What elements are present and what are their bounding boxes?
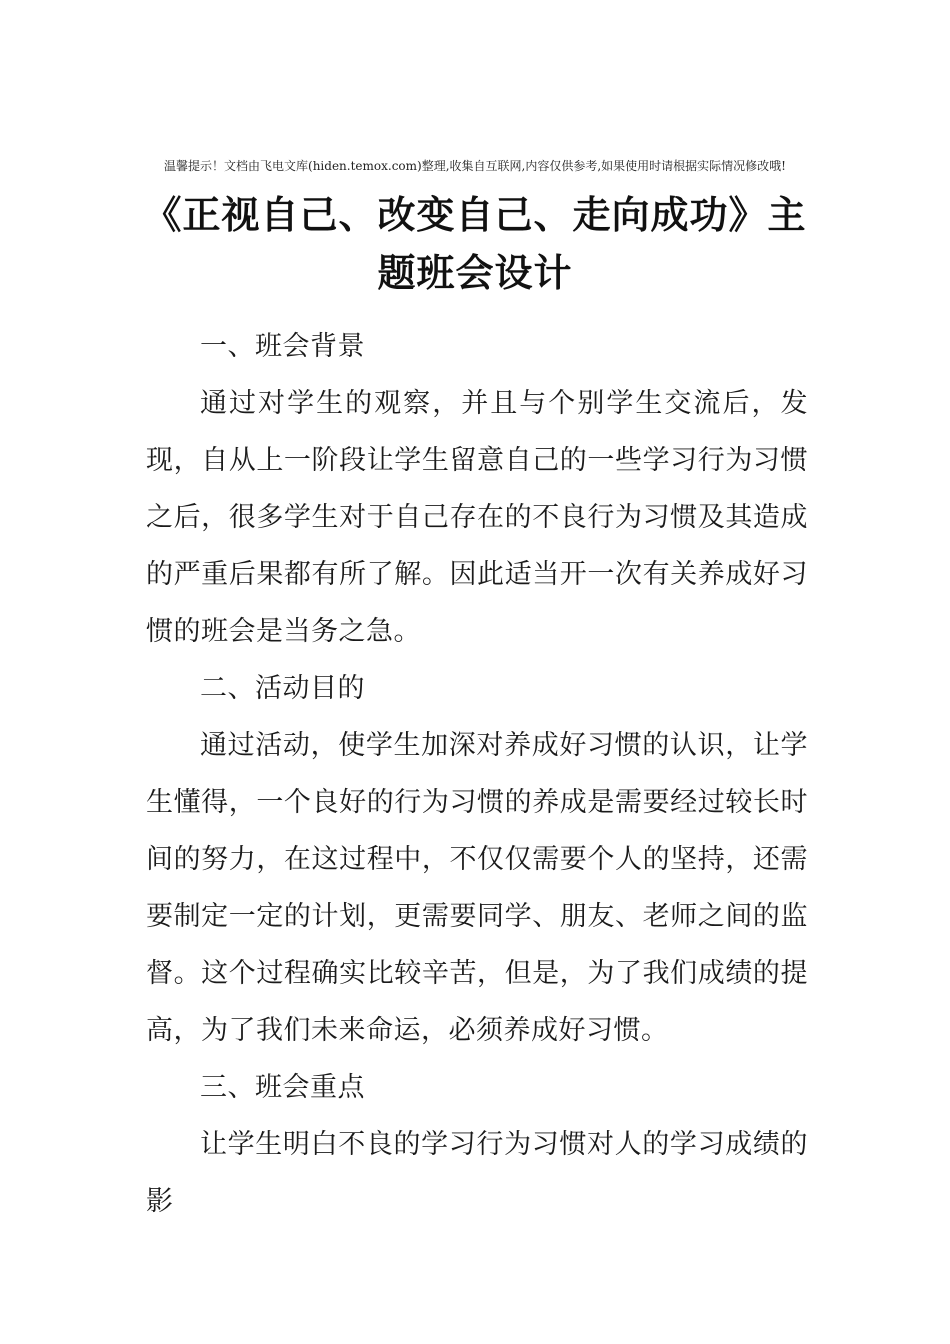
section-heading-background: 一、班会背景 <box>200 331 365 362</box>
notice-banner: 温馨提示！文档由飞电文库(hiden.temox.com)整理,收集自互联网,内容仅供参考,如果使用时请根据实际情况修改哦! <box>164 159 786 173</box>
document-body <box>146 318 808 1230</box>
section-heading-focus: 三、班会重点 <box>200 1072 365 1103</box>
section-heading-purpose: 二、活动目的 <box>200 673 365 704</box>
section-text-purpose: 通过活动，使学生加深对养成好习惯的认识，让学生懂得，一个良好的行为习惯的养成是需要经过较长时间的努力，在这过程中，不仅仅需要个人的坚持，还需要制定一定的计划，更需要同学、朋友、老师之间的监督。这个过程确实比较辛苦，但是，为了我们成绩的提高，为了我们未来命运，必须养成好习惯。 <box>146 730 808 1046</box>
section-text-focus: 让学生明白不良的学习行为习惯对人的学习成绩的影 <box>146 1129 808 1217</box>
document-title: 《正视自己、改变自己、走向成功》主题班会设计 <box>143 193 807 295</box>
section-text-background: 通过对学生的观察，并且与个别学生交流后，发现，自从上一阶段让学生留意自己的一些学习行为习惯之后，很多学生对于自己存在的不良行为习惯及其造成的严重后果都有所了解。因此适当开一次有关养成好习惯的班会是当务之急。 <box>146 388 808 647</box>
